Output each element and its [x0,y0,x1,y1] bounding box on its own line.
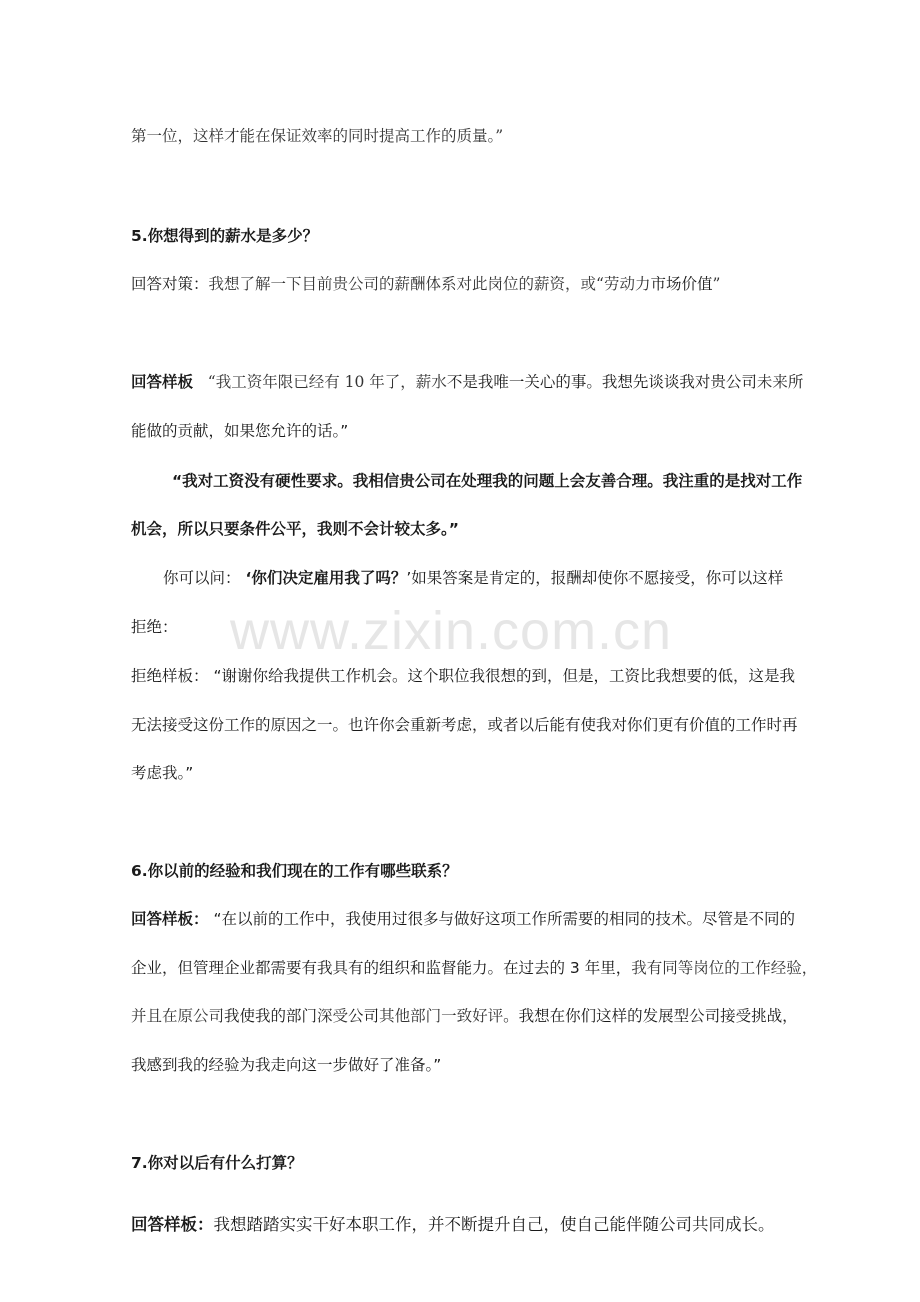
q6-line3a: 并且在原公司 [131,1007,225,1025]
q5-sample-1a: “我工资年限已经有 10 年了，薪水 [207,373,447,391]
q5-bold-quote-line1: “我对工资没有硬性要求。我相信贵公司在处理我的问题上会友善合理。我注重的是找对工作 [172,472,803,490]
q5-sample-line1 [131,370,803,392]
q6-line1 [131,907,795,929]
q6-line3b: 我使我的部门 [224,1007,318,1025]
q6-line2a: 企业，但管理企业都需要有我具有的组织和监督能力。在过去的 3 年里， [131,959,632,977]
q6-line3c: 深受 [317,1007,349,1025]
q5-reject-label: 拒绝样板： [131,667,209,685]
q5-reject-line1 [131,664,795,686]
q7-text: 我想踏踏实实干好本职工作，并不断提升自己，使自己能伴随公司 [213,1215,692,1234]
q5-reject-line3: 考虑我。” [131,764,194,782]
q5-ask-line1 [163,566,783,588]
q7-text-end: 成长。 [725,1215,775,1234]
q6-line3 [131,1004,798,1026]
q7-title: 7.你对以后有什么打算？ [131,1154,303,1172]
q5-sample-1b: 不是我唯一关心的事。我想先谈谈我对贵公司 [446,373,757,391]
q6-sample-label: 回答样板： [131,910,209,928]
intro-tail: 第一位，这样才能在保证效率的同时提高工作的质量。” [131,127,504,145]
q5-reject-line2: 无法接受这份工作的原因之一。也许你会重新考虑，或者以后能有使我对你们更有价值的工作时再 [131,716,798,734]
q5-ask-rest: ’如果答案是肯定的，报酬却使你不愿接受，你可以这样 [406,569,784,587]
q5-ask-bold: ‘你们决定雇用我了吗？ [245,569,407,587]
q5-sample-line2: 能做的贡献，如果您允许的话。” [131,422,349,440]
q5-strategy-quote-end: ” [712,275,721,293]
watermark: www.zixin.com.cn [230,601,673,661]
q6-title: 6.你以前的经验和我们现在的工作有哪些联系？ [131,862,458,880]
q6-line1-text: “在以前的工作中，我使用过很多与做好这项工作所需要的相同的技术。尽管是不同的 [213,910,795,928]
q7-line1 [131,1211,775,1235]
q6-line4: 我感到我的经验为我走向这一步做好了准备。” [131,1056,442,1074]
q6-line3e: 其他部门一致好评 [379,1007,504,1025]
q5-sample-label: 回答样板 [131,373,194,391]
q5-strategy-tail: 市场价值 [650,275,713,293]
q7-sample-label: 回答样板： [131,1215,214,1234]
q5-bold-quote-line2: 机会，所以只要条件公平，我则不会计较太多。” [131,520,459,538]
q6-line3d: 公司 [348,1007,380,1025]
q6-line2b: 我有同等岗位的工作经验， [631,959,818,977]
q5-sample-1d: 所 [787,373,804,391]
q5-ask-line2: 拒绝： [131,618,178,636]
q5-strategy-label: 回答对策： [131,275,209,293]
q7-text-serif: 共同 [692,1215,725,1234]
q5-strategy-text: 我想了解一下目前贵公司的薪酬体系对此岗位的薪资，或“劳动力 [208,275,651,293]
q5-strategy [131,272,720,294]
q6-line2 [131,956,817,978]
q5-reject-1: “谢谢你给我提供工作机会。这个职位我很想的到，但是，工资比我想要的低，这是我 [213,667,795,685]
q5-ask-prefix: 你可以问： [163,569,241,587]
q6-line3f: 。我想在你们这样的发展型公司接受挑战， [503,1007,798,1025]
q5-sample-1c: 未来 [756,373,788,391]
q5-title: 5.你想得到的薪水是多少？ [131,227,319,245]
